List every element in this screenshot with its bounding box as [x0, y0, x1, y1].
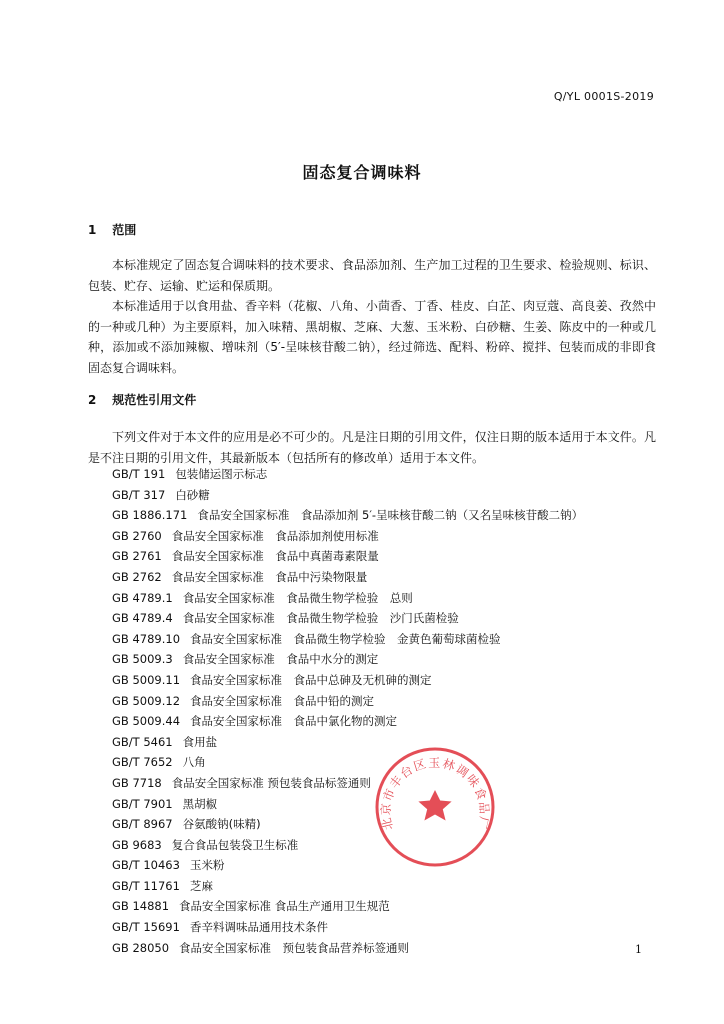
reference-item: [112, 464, 583, 485]
reference-code: GB 4789.1: [112, 590, 173, 605]
company-seal: [372, 744, 498, 870]
section-heading-references: [88, 391, 196, 408]
reference-title: 食品安全国家标准 食品中总砷及无机砷的测定: [190, 672, 432, 687]
reference-code: GB/T 5461: [112, 734, 173, 749]
reference-code: GB/T 7652: [112, 755, 173, 770]
reference-title: 食品安全国家标准 预包装食品营养标签通则: [179, 940, 410, 955]
reference-code: GB 28050: [112, 940, 170, 955]
reference-code: GB 9683: [112, 837, 162, 852]
references-intro: 下列文件对于本文件的应用是必不可少的。凡是注日期的引用文件，仅注日期的版本适用于本文件。凡是不注日期的引用文件，其最新版本（包括所有的修改单）适用于本文件。: [88, 430, 656, 465]
reference-code: GB 5009.3: [112, 652, 173, 667]
reference-code: GB 1886.171: [112, 508, 188, 523]
section-number: 1: [88, 223, 97, 237]
reference-code: GB 2761: [112, 549, 162, 564]
reference-item: [112, 588, 583, 609]
reference-code: GB/T 191: [112, 467, 166, 481]
reference-code: GB 14881: [112, 899, 170, 914]
reference-title: 食品安全国家标准 食品添加剂使用标准: [171, 528, 379, 543]
seal-text: 北京市丰台区玉林调味食品厂: [378, 755, 492, 832]
reference-title: 芝麻: [189, 878, 213, 893]
reference-item: [112, 546, 583, 567]
reference-code: GB/T 317: [112, 487, 166, 502]
reference-code: GB/T 8967: [112, 817, 173, 832]
reference-code: GB 4789.4: [112, 611, 173, 626]
section-number: 2: [88, 393, 97, 407]
reference-list: [112, 464, 583, 958]
reference-item: [112, 732, 583, 753]
reference-item: [112, 649, 583, 670]
reference-item: [112, 896, 583, 917]
reference-title: 食品安全国家标准 食品中氯化物的测定: [190, 714, 398, 729]
reference-code: GB 5009.12: [112, 693, 181, 708]
reference-title: 玉米粉: [189, 858, 225, 873]
reference-title: 食品安全国家标准 食品微生物学检验 金黄色葡萄球菌检验: [190, 631, 501, 646]
reference-title: 复合食品包装袋卫生标准: [171, 837, 299, 852]
reference-code: GB 5009.44: [112, 714, 181, 729]
reference-code: GB 7718: [112, 775, 162, 790]
reference-item: [112, 567, 583, 588]
reference-item: [112, 876, 583, 897]
reference-title: 谷氨酸钠(味精): [182, 817, 261, 832]
section-heading-scope: [88, 221, 136, 238]
reference-code: GB/T 11761: [112, 878, 180, 893]
reference-title: 食品安全国家标准 食品中污染物限量: [171, 569, 368, 584]
reference-item: [112, 711, 583, 732]
document-title: 固态复合调味料: [302, 163, 422, 182]
section-title: 范围: [112, 223, 137, 237]
reference-item: [112, 485, 583, 506]
reference-title: 食品安全国家标准 食品微生物学检验 沙门氏菌检验: [182, 611, 459, 626]
reference-item: [112, 938, 583, 959]
section-title: 规范性引用文件: [112, 393, 197, 407]
reference-code: GB/T 10463: [112, 858, 180, 873]
reference-item: [112, 608, 583, 629]
reference-title: 八角: [182, 755, 206, 770]
scope-paragraph-1: 本标准规定了固态复合调味料的技术要求、食品添加剂、生产加工过程的卫生要求、检验规则、标识、包装、贮存、运输、贮运和保质期。: [88, 258, 656, 293]
reference-item: [112, 855, 583, 876]
reference-title: 食用盐: [182, 734, 218, 749]
reference-title: 食品安全国家标准 食品生产通用卫生规范: [179, 899, 390, 914]
page-number: 1: [635, 943, 642, 956]
reference-item: [112, 629, 583, 650]
reference-title: 食品安全国家标准 食品微生物学检验 总则: [182, 590, 413, 605]
reference-item: [112, 691, 583, 712]
reference-item: [112, 505, 583, 526]
reference-item: [112, 773, 583, 794]
reference-item: [112, 835, 583, 856]
reference-code: GB 2762: [112, 569, 162, 584]
reference-code: GB/T 15691: [112, 920, 180, 935]
reference-title: 包装储运图示标志: [175, 467, 268, 481]
reference-item: [112, 814, 583, 835]
reference-title: 香辛料调味品通用技术条件: [189, 920, 328, 935]
reference-title: 食品安全国家标准 食品中铅的测定: [190, 693, 375, 708]
reference-item: [112, 526, 583, 547]
reference-code: GB 2760: [112, 528, 162, 543]
reference-item: [112, 917, 583, 938]
document-code: Q/YL 0001S-2019: [553, 90, 654, 103]
reference-code: GB 5009.11: [112, 672, 181, 687]
reference-title: 食品安全国家标准 食品中真菌毒素限量: [171, 549, 379, 564]
reference-title: 食品安全国家标准 食品中水分的测定: [182, 652, 379, 667]
reference-item: [112, 794, 583, 815]
seal-star-icon: [418, 790, 451, 821]
reference-code: GB 4789.10: [112, 631, 181, 646]
reference-item: [112, 752, 583, 773]
reference-code: GB/T 7901: [112, 796, 173, 811]
reference-title: 食品安全国家标准 食品添加剂 5′-呈味核苷酸二钠（又名呈味核苷酸二钠）: [197, 508, 584, 523]
reference-title: 白砂糖: [175, 487, 210, 502]
scope-paragraph-2: 本标准适用于以食用盐、香辛料（花椒、八角、小茴香、丁香、桂皮、白芷、肉豆蔻、高良姜、孜然中的一种或几种）为主要原料，加入味精、黑胡椒、芝麻、大葱、玉米粉、白砂糖、生姜、陈皮中的一种或几种，添加或不添加辣椒、增味剂（5′-呈味核苷酸二钠），经过筛选、配料、粉碎、搅拌、包装而成的非即食固态复合调味料。: [88, 299, 656, 375]
reference-title: 黑胡椒: [182, 796, 218, 811]
reference-item: [112, 670, 583, 691]
reference-title: 食品安全国家标准 预包装食品标签通则: [171, 775, 371, 790]
